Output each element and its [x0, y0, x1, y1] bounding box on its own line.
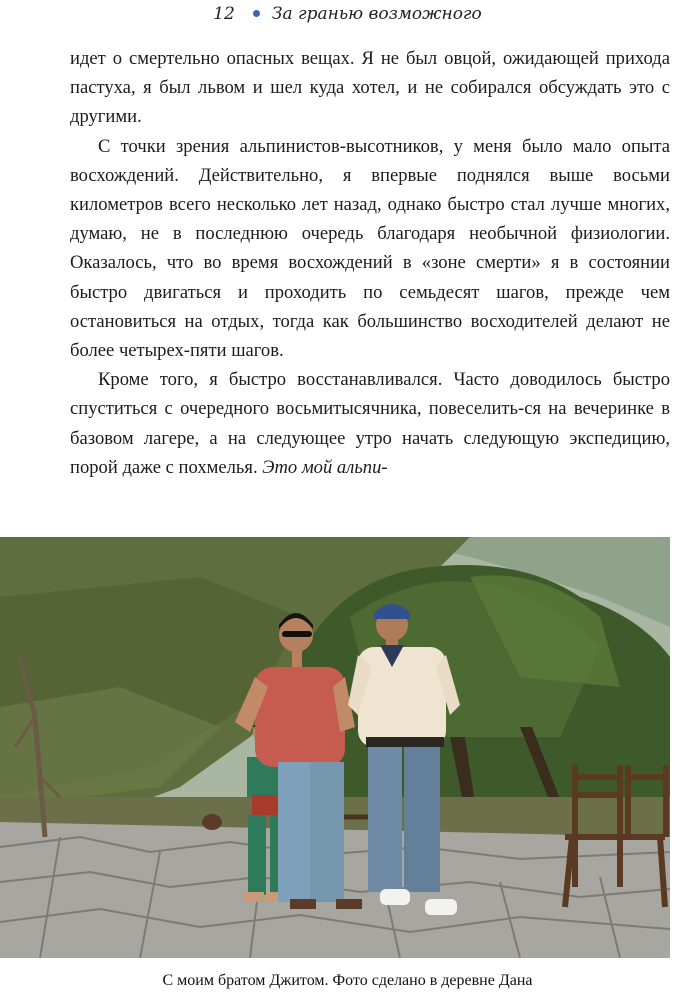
paragraph-2: С точки зрения альпинистов-высотников, у меня было мало опыта восхождений. Действительно, я впервые поднялся выше восьми километров всего несколько лет назад, однако быстро стал лучше многих, думаю, не в последнюю очередь благодаря необычной физиологии. Оказалось, что во время восхождений в «зоне смерти» я в состоянии быстро двигаться и проходить по семьдесят шагов, прежде чем остановиться на отдых, тогда как большинство восходителей делают не более четырех-пяти шагов.	[70, 135, 670, 362]
bullet-dot-icon	[253, 10, 260, 17]
running-title: За гранью возможного	[271, 4, 482, 24]
italic-continuation: Это мой альпи-	[262, 456, 388, 478]
paragraph-1: идет о смертельно опасных вещах. Я не был овцой, ожидающей прихода пастуха, я был львом и шел куда хотел, и не собирался обсуждать это с другими.	[70, 48, 670, 128]
photo-caption: С моим братом Джитом. Фото сделано в деревне Дана	[162, 972, 533, 989]
running-header	[0, 2, 695, 30]
paragraph-3: Кроме того, я быстро восстанавливался. Часто доводилось быстро спуститься с очередного восьмитысячника, повеселить-ся на вечеринке в базовом лагере, а на следующее утро начать следующую экспедицию, порой даже с похмелья. Это мой альпи-	[70, 369, 670, 478]
page-number: 12	[213, 4, 235, 24]
photograph	[0, 537, 670, 958]
body-text	[70, 44, 670, 482]
